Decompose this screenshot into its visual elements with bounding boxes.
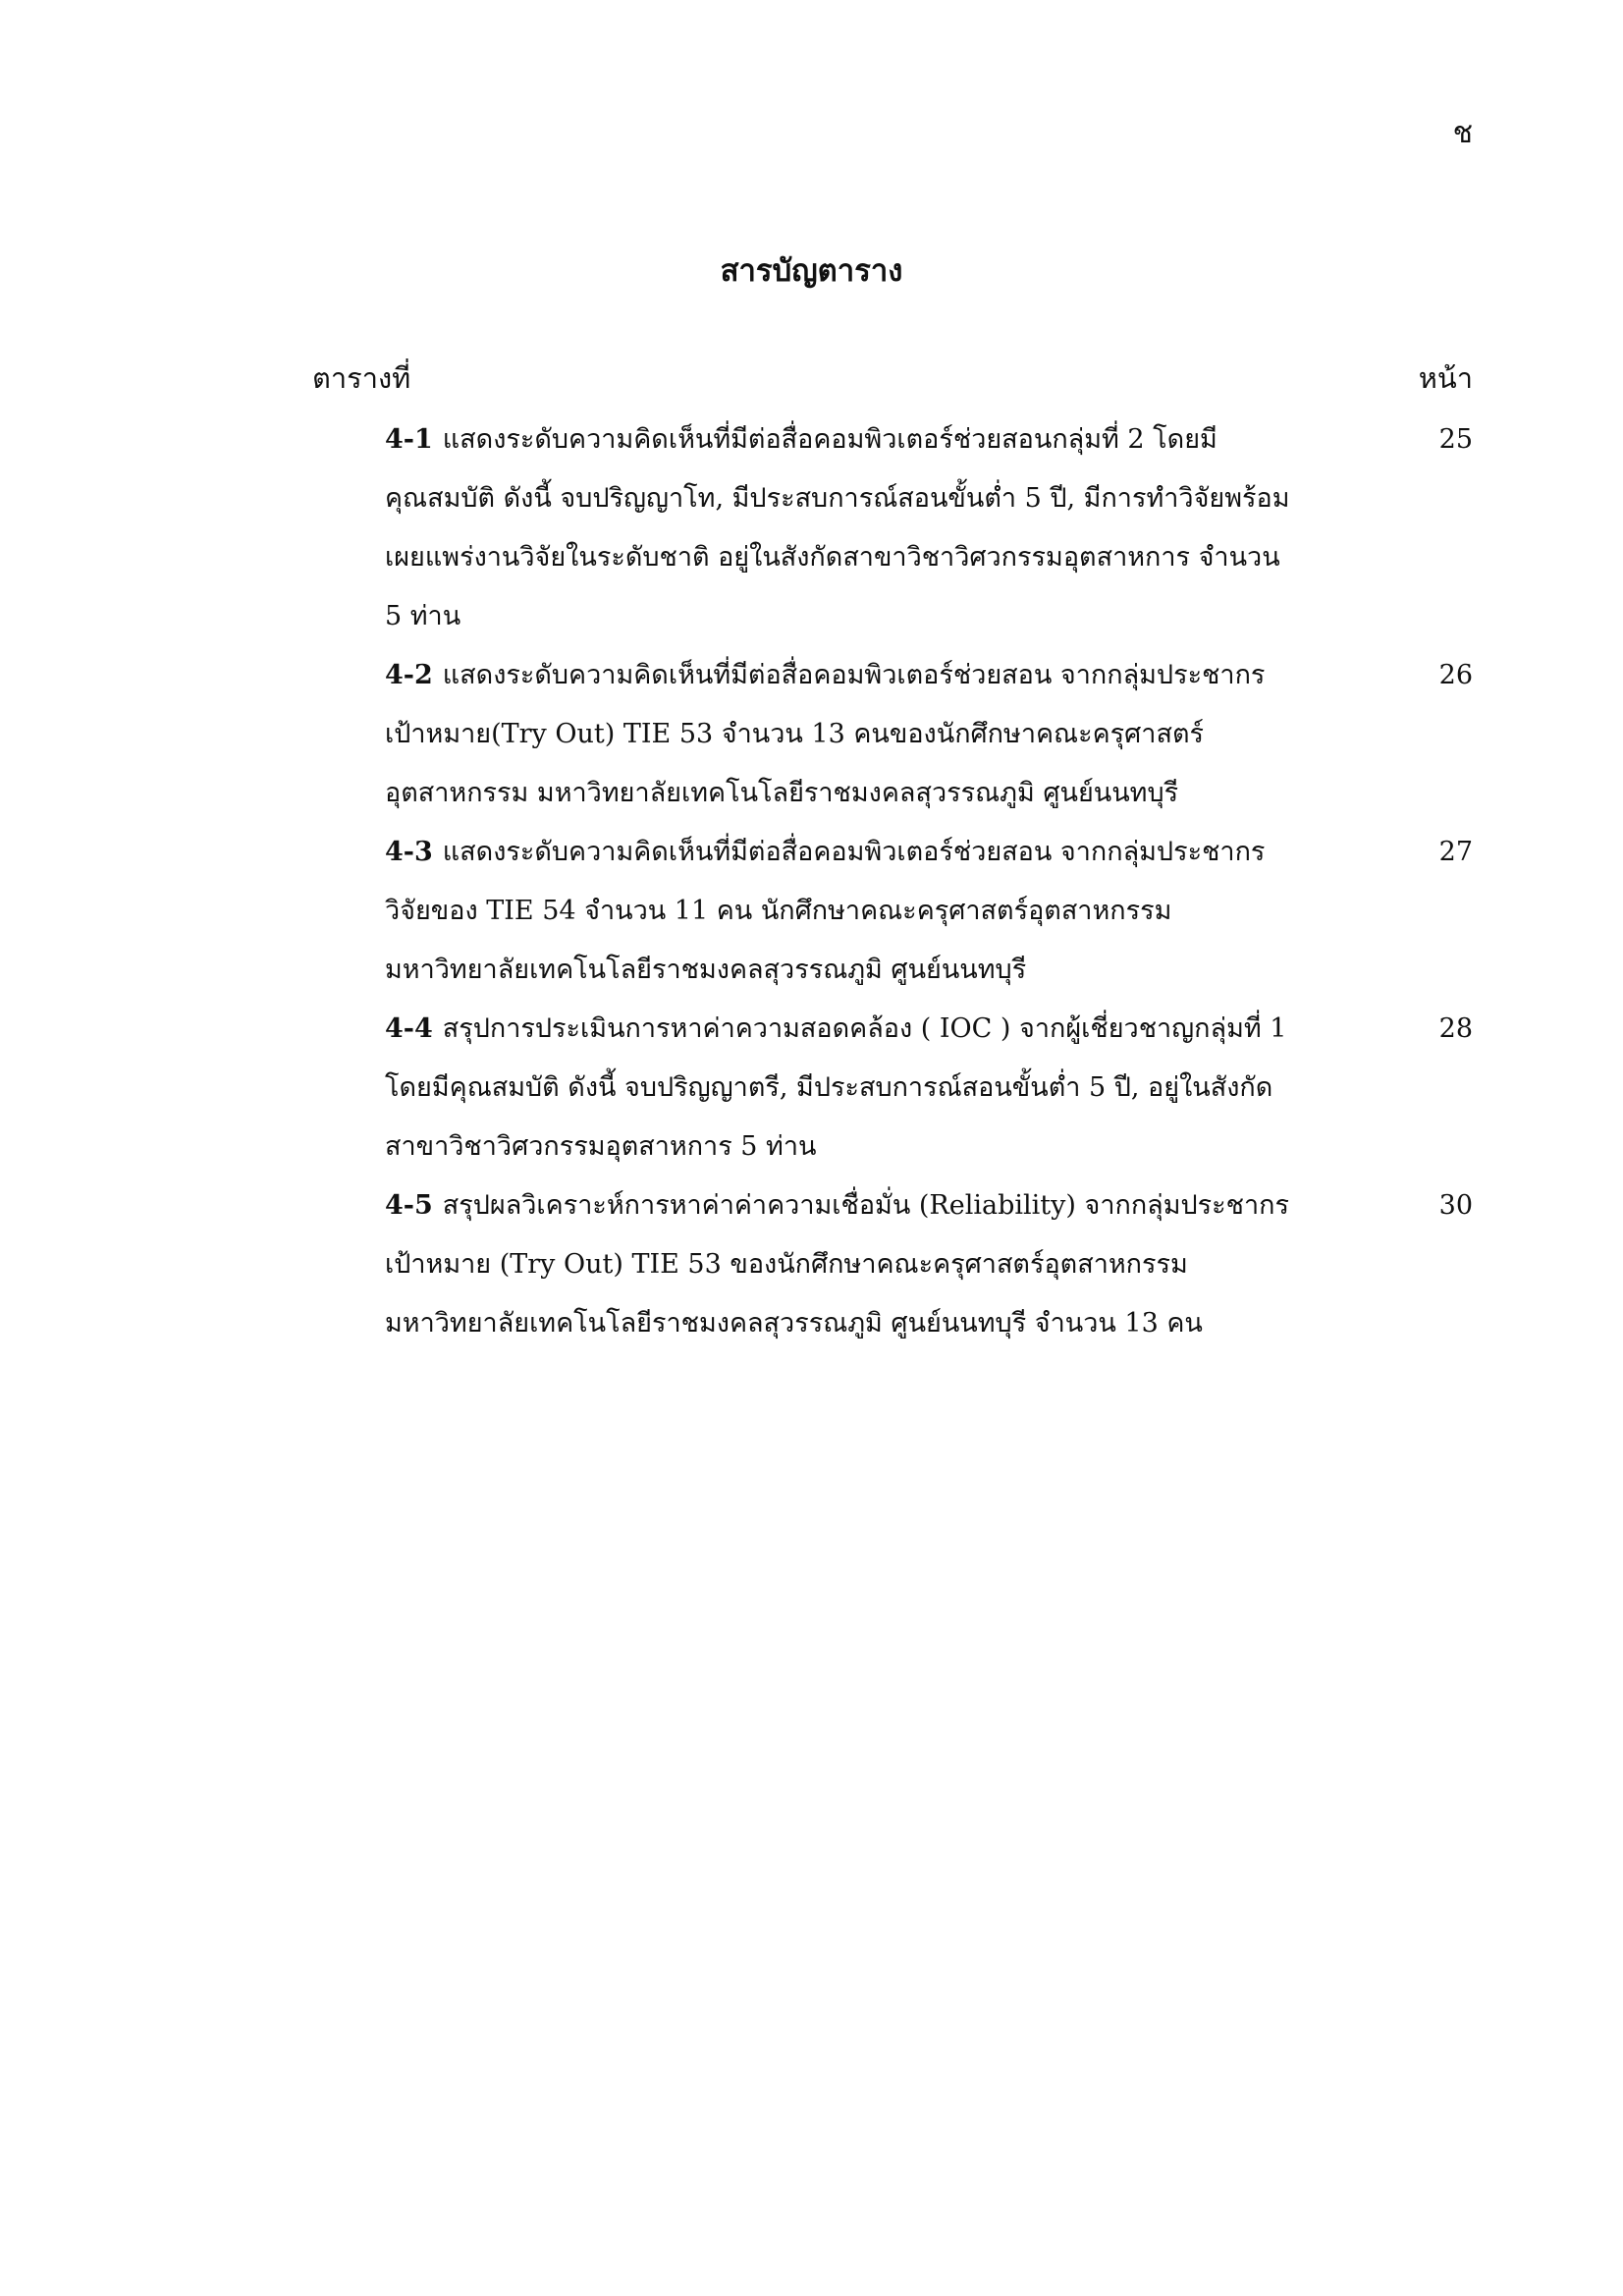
entry-line: เผยแพร่งานวิจัยในระดับชาติ อยู่ในสังกัดสาขาวิชาวิศวกรรมอุตสาหการ จำนวน <box>385 542 1280 573</box>
entry-number: 4-5 <box>385 1190 433 1221</box>
page-number: ช <box>1452 116 1473 150</box>
entry-line: เป้าหมาย(Try Out) TIE 53 จำนวน 13 คนของนักศึกษาคณะครุศาสตร์ <box>385 719 1204 749</box>
entry-page-number: 27 <box>1438 837 1473 867</box>
page-title: สารบัญตาราง <box>720 253 903 289</box>
entry-caption: แสดงระดับความคิดเห็นที่มีต่อสื่อคอมพิวเตอร์ช่วยสอน จากกลุ่มประชากร <box>442 837 1266 867</box>
entry-line: สาขาวิชาวิศวกรรมอุตสาหการ 5 ท่าน <box>385 1131 817 1162</box>
entry-page-number: 30 <box>1438 1190 1473 1221</box>
column-header-page: หน้า <box>1418 361 1473 395</box>
entry-text <box>385 1000 1327 1176</box>
entry-line: 5 ท่าน <box>385 601 461 631</box>
entry-page-number: 28 <box>1438 1013 1473 1044</box>
column-header-table-number: ตารางที่ <box>312 361 411 395</box>
entry-page-number: 25 <box>1438 424 1473 455</box>
entry-text <box>385 646 1327 823</box>
table-entry-4-1[interactable] <box>385 410 1473 646</box>
entry-line: เป้าหมาย (Try Out) TIE 53 ของนักศึกษาคณะครุศาสตร์อุตสาหกรรม <box>385 1249 1188 1280</box>
entry-number: 4-2 <box>385 660 433 690</box>
entry-line: มหาวิทยาลัยเทคโนโลยีราชมงคลสุวรรณภูมิ ศูนย์นนทบุรี จำนวน 13 คน <box>385 1308 1203 1339</box>
entry-text <box>385 410 1327 646</box>
entry-caption: สรุปการประเมินการหาค่าความสอดคล้อง ( IOC ) จากผู้เชี่ยวชาญกลุ่มที่ 1 <box>442 1013 1287 1044</box>
entry-page-number: 26 <box>1438 660 1473 690</box>
entry-caption: สรุปผลวิเคราะห์การหาค่าค่าความเชื่อมั่น (Reliability) จากกลุ่มประชากร <box>442 1190 1290 1221</box>
entry-caption: แสดงระดับความคิดเห็นที่มีต่อสื่อคอมพิวเตอร์ช่วยสอนกลุ่มที่ 2 โดยมี <box>442 424 1217 455</box>
table-entry-4-4[interactable] <box>385 1000 1473 1176</box>
entry-line: คุณสมบัติ ดังนี้ จบปริญญาโท, มีประสบการณ์สอนขั้นต่ำ 5 ปี, มีการทำวิจัยพร้อม <box>385 483 1290 514</box>
entry-line <box>385 1176 1327 1235</box>
entry-line: โดยมีคุณสมบัติ ดังนี้ จบปริญญาตรี, มีประสบการณ์สอนขั้นต่ำ 5 ปี, อยู่ในสังกัด <box>385 1072 1273 1103</box>
entry-number: 4-1 <box>385 424 433 455</box>
table-entry-4-2[interactable] <box>385 646 1473 823</box>
entry-line: วิจัยของ TIE 54 จำนวน 11 คน นักศึกษาคณะครุศาสตร์อุตสาหกรรม <box>385 896 1172 926</box>
entry-line: อุตสาหกรรม มหาวิทยาลัยเทคโนโลยีราชมงคลสุวรรณภูมิ ศูนย์นนทบุรี <box>385 778 1179 808</box>
table-list <box>385 410 1473 1353</box>
entry-line: มหาวิทยาลัยเทคโนโลยีราชมงคลสุวรรณภูมิ ศูนย์นนทบุรี <box>385 955 1027 985</box>
entry-text <box>385 823 1327 1000</box>
entry-number: 4-4 <box>385 1013 433 1044</box>
entry-caption: แสดงระดับความคิดเห็นที่มีต่อสื่อคอมพิวเตอร์ช่วยสอน จากกลุ่มประชากร <box>442 660 1266 690</box>
table-entry-4-3[interactable] <box>385 823 1473 1000</box>
entry-number: 4-3 <box>385 837 433 867</box>
entry-line <box>385 823 1327 882</box>
entry-line <box>385 1000 1327 1059</box>
entry-line <box>385 410 1327 469</box>
entry-line <box>385 646 1327 705</box>
table-entry-4-5[interactable] <box>385 1176 1473 1353</box>
entry-text <box>385 1176 1327 1353</box>
